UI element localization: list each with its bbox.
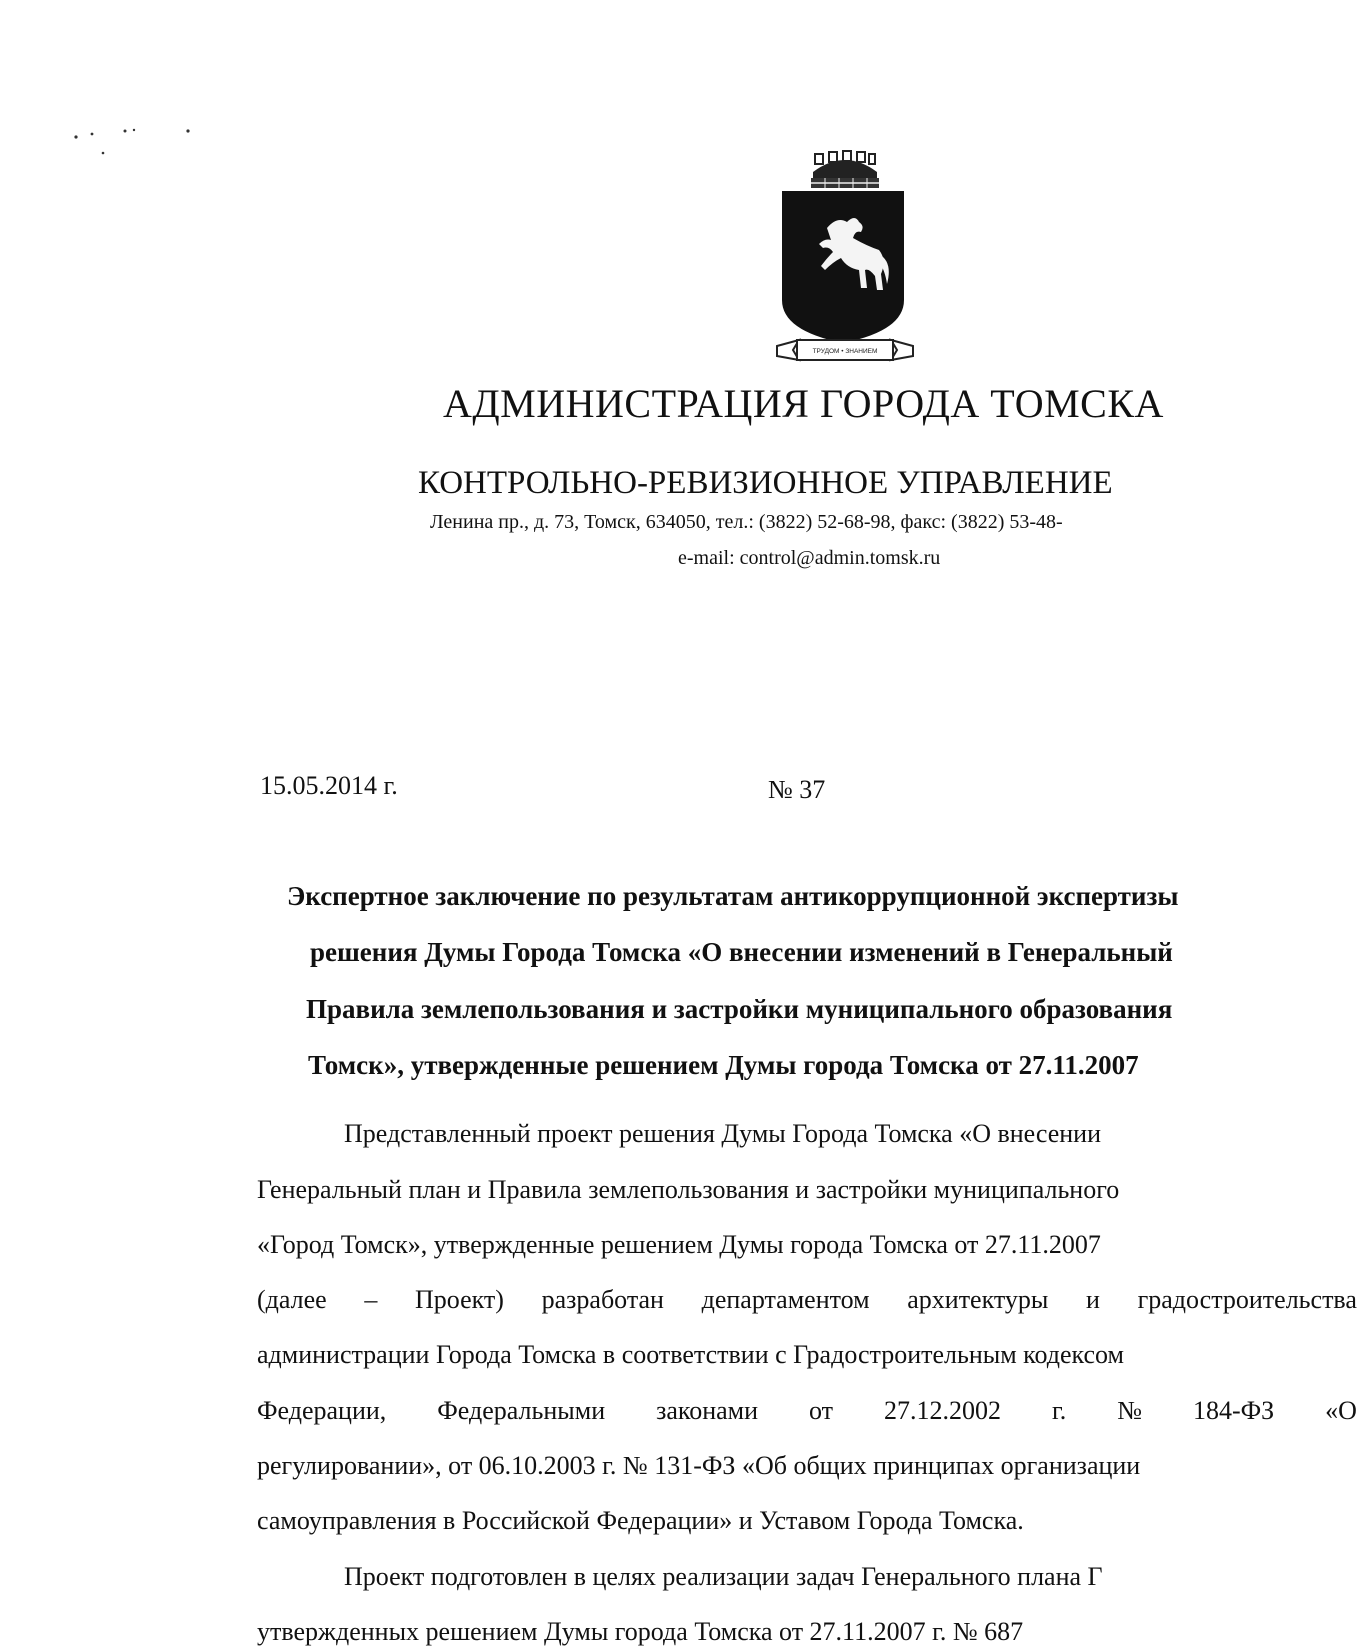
contact-email: e-mail: control@admin.tomsk.ru [678,547,941,569]
body-text-line [257,1285,1357,1315]
word: законами [656,1396,759,1425]
word: «О [1325,1396,1357,1425]
crown-icon [811,151,879,188]
tomsk-coat-of-arms [775,150,915,375]
scan-specks [70,125,210,165]
motto-ribbon [777,340,913,360]
document-heading-line: Правила землепользования и застройки муниципального образования [306,994,1173,1024]
word: разработан [541,1285,664,1314]
word: архитектуры [907,1285,1049,1314]
department-title: КОНТРОЛЬНО-РЕВИЗИОННОЕ УПРАВЛЕНИЕ [418,465,1113,501]
document-heading-line: Томск», утвержденные решением Думы города Томска от 27.11.2007 [308,1050,1139,1080]
body-text-line: самоуправления в Российской Федерации» и Уставом Города Томска. [257,1506,1024,1535]
document-number: № 37 [768,775,826,804]
body-text-line: Представленный проект решения Думы Города Томска «О внесении [344,1119,1102,1148]
word: Федерации, [257,1396,387,1425]
word: Проект) [415,1285,504,1314]
document-heading-line: Экспертное заключение по результатам антикоррупционной экспертизы [287,881,1179,911]
word: 27.12.2002 [884,1396,1002,1425]
word: департаментом [701,1285,870,1314]
word: от [809,1396,834,1425]
word: Федеральными [437,1396,606,1425]
body-text-line: утвержденных решением Думы города Томска от 27.11.2007 г. № 687 [257,1617,1024,1646]
body-text-line: «Город Томск», утвержденные решением Думы города Томска от 27.11.2007 [257,1230,1101,1259]
body-text-line [257,1396,1357,1426]
word: 184-ФЗ [1192,1396,1275,1425]
contact-address: Ленина пр., д. 73, Томск, 634050, тел.: (3822) 52-68-98, факс: (3822) 53-48- [430,511,1063,533]
body-text-line: регулировании», от 06.10.2003 г. № 131-ФЗ «Об общих принципах организации [257,1451,1141,1480]
word: г. [1051,1396,1067,1425]
organization-title: АДМИНИСТРАЦИЯ ГОРОДА ТОМСКА [443,381,1164,426]
body-text-line: Проект подготовлен в целях реализации задач Генерального плана Г [344,1562,1103,1591]
document-date: 15.05.2014 г. [260,771,398,800]
document-heading-line: решения Думы Города Томска «О внесении изменений в Генеральный [310,937,1173,967]
word: градостроительства [1137,1285,1357,1314]
word: – [364,1285,378,1314]
body-text-line: администрации Города Томска в соответствии с Градостроительным кодексом [257,1340,1124,1369]
word: и [1086,1285,1100,1314]
word: (далее [257,1285,327,1314]
body-text-line: Генеральный план и Правила землепользования и застройки муниципального [257,1175,1120,1204]
word: № [1117,1396,1142,1425]
svg-text:ТРУДОМ • ЗНАНИЕМ: ТРУДОМ • ЗНАНИЕМ [812,348,878,355]
